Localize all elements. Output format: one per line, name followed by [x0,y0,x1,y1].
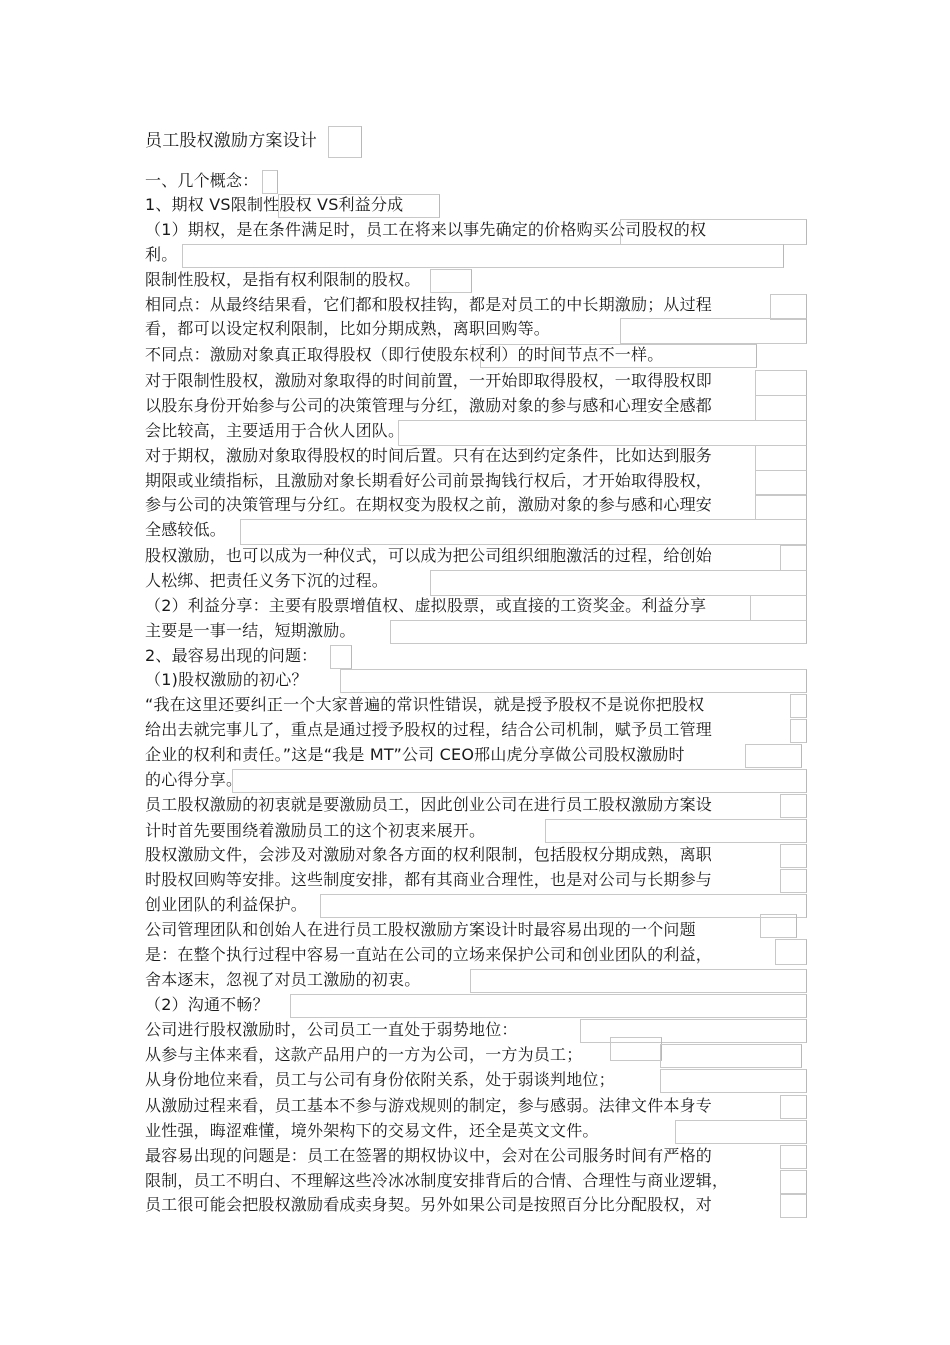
paragraph-line: （2）利益分享：主要有股票增值权、虚拟股票，或直接的工资奖金。利益分享 [145,596,707,615]
paragraph-line: 以股东身份开始参与公司的决策管理与分红，激励对象的参与感和心理安全感都 [145,396,713,415]
paragraph-line: 全感较低。 [145,520,227,539]
scan-frame-artifact [545,819,807,843]
scan-frame-artifact [755,445,807,471]
paragraph-line: 从身份地位来看，员工与公司有身份依附关系，处于弱谈判地位； [145,1070,615,1089]
scan-frame-artifact [398,420,807,446]
paragraph-line: 人松绑、把责任义务下沉的过程。 [145,571,389,590]
paragraph-line: 计时首先要围绕着激励员工的这个初衷来展开。 [145,821,486,840]
scan-frame-artifact [755,494,807,520]
scan-frame-artifact [760,914,797,938]
scan-frame-artifact [262,170,278,194]
paragraph-line: 企业的权利和责任。”这是“我是 MT”公司 CEO邢山虎分享做公司股权激励时 [145,745,685,764]
paragraph-line: 限制，员工不明白、不理解这些冷冰冰制度安排背后的合情、合理性与商业逻辑， [145,1171,729,1190]
paragraph-line: 员工股权激励的初衷就是要激励员工，因此创业公司在进行员工股权激励方案设 [145,795,713,814]
paragraph-line: 从激励过程来看，员工基本不参与游戏规则的制定，参与感弱。法律文件本身专 [145,1096,713,1115]
scan-frame-artifact [320,894,807,918]
scan-frame-artifact [610,1037,662,1061]
scan-frame-artifact [232,769,807,793]
paragraph-line: 对于限制性股权，激励对象取得的时间前置，一开始即取得股权，一取得股权即 [145,371,713,390]
scan-frame-artifact [480,344,757,368]
scan-frame-artifact [780,869,807,893]
scan-frame-artifact [240,519,807,545]
paragraph-line: 舍本逐末，忽视了对员工激励的初衷。 [145,970,421,989]
scan-frame-artifact [430,269,472,293]
paragraph-line: 参与公司的决策管理与分红。在期权变为股权之前，激励对象的参与感和心理安 [145,495,713,514]
paragraph-line: 1、期权 VS限制性股权 VS利益分成 [145,195,404,214]
paragraph-line: 是：在整个执行过程中容易一直站在公司的立场来保护公司和创业团队的利益， [145,945,713,964]
scan-frame-artifact [780,794,807,818]
scan-frame-artifact [620,219,807,245]
scan-frame-artifact [755,370,807,396]
scan-frame-artifact [790,719,807,743]
paragraph-line: 对于期权，激励对象取得股权的时间后置。只有在达到约定条件，比如达到服务 [145,446,713,465]
scan-frame-artifact [675,1120,807,1144]
paragraph-line: 时股权回购等安排。这些制度安排，都有其商业合理性，也是对公司与长期参与 [145,870,713,889]
paragraph-line: 期限或业绩指标，且激励对象长期看好公司前景掏钱行权后，才开始取得股权， [145,471,713,490]
paragraph-line: （2）沟通不畅？ [145,995,269,1014]
paragraph-line: 不同点：激励对象真正取得股权（即行使股东权利）的时间节点不一样。 [145,345,664,364]
scan-frame-artifact [755,395,807,421]
scan-frame-artifact [328,126,362,158]
paragraph-line: 相同点：从最终结果看，它们都和股权挂钩，都是对员工的中长期激励；从过程 [145,295,713,314]
paragraph-line: 利。 [145,245,178,264]
scan-frame-artifact [430,570,807,596]
paragraph-line: 公司管理团队和创始人在进行员工股权激励方案设计时最容易出现的一个问题 [145,920,696,939]
scan-frame-artifact [470,969,807,993]
scan-frame-artifact [620,318,807,344]
document-title: 员工股权激励方案设计 [145,131,317,151]
scan-frame-artifact [745,744,802,768]
scan-frame-artifact [290,994,807,1018]
scan-frame-artifact [330,645,352,669]
paragraph-line: 会比较高，主要适用于合伙人团队。 [145,421,405,440]
scan-frame-artifact [780,1170,807,1194]
scan-frame-artifact [755,470,807,496]
paragraph-line: 公司进行股权激励时，公司员工一直处于弱势地位： [145,1020,518,1039]
scan-frame-artifact [780,1194,807,1218]
scan-frame-artifact [780,1145,807,1169]
scan-frame-artifact [790,694,807,718]
scan-frame-artifact [660,1069,807,1093]
scan-frame-artifact [278,194,440,218]
scan-frame-artifact [390,620,807,644]
paragraph-line: （1）期权，是在条件满足时，员工在将来以事先确定的价格购买公司股权的权 [145,220,707,239]
scan-frame-artifact [340,669,807,693]
paragraph-line: 创业团队的利益保护。 [145,895,308,914]
scan-frame-artifact [750,595,807,621]
paragraph-line: 主要是一事一结，短期激励。 [145,621,356,640]
scan-frame-artifact [780,844,807,868]
paragraph-line: 限制性股权，是指有权利限制的股权。 [145,270,421,289]
paragraph-line: 给出去就完事儿了，重点是通过授予股权的过程，结合公司机制，赋予员工管理 [145,720,713,739]
scan-frame-artifact [182,244,784,268]
paragraph-line: 从参与主体来看，这款产品用户的一方为公司，一方为员工； [145,1045,583,1064]
scan-frame-artifact [780,1095,807,1119]
paragraph-line: （1)股权激励的初心？ [145,670,308,689]
scan-frame-artifact [775,939,807,965]
paragraph-line: 股权激励文件，会涉及对激励对象各方面的权利限制，包括股权分期成熟，离职 [145,845,713,864]
paragraph-line: “我在这里还要纠正一个大家普遍的常识性错误，就是授予股权不是说你把股权 [145,695,705,714]
scan-frame-artifact [770,294,807,320]
paragraph-line: 股权激励，也可以成为一种仪式，可以成为把公司组织细胞激活的过程，给创始 [145,546,713,565]
paragraph-line: 一、几个概念： [145,171,259,190]
scan-frame-artifact [660,1044,802,1068]
paragraph-line: 2、最容易出现的问题： [145,646,318,665]
paragraph-line: 业性强，晦涩难懂，境外架构下的交易文件，还全是英文文件。 [145,1121,599,1140]
paragraph-line: 最容易出现的问题是：员工在签署的期权协议中，会对在公司服务时间有严格的 [145,1146,713,1165]
paragraph-line: 的心得分享。 [145,770,243,789]
paragraph-line: 员工很可能会把股权激励看成卖身契。另外如果公司是按照百分比分配股权，对 [145,1195,713,1214]
scan-frame-artifact [780,545,807,571]
paragraph-line: 看，都可以设定权利限制，比如分期成熟，离职回购等。 [145,319,551,338]
